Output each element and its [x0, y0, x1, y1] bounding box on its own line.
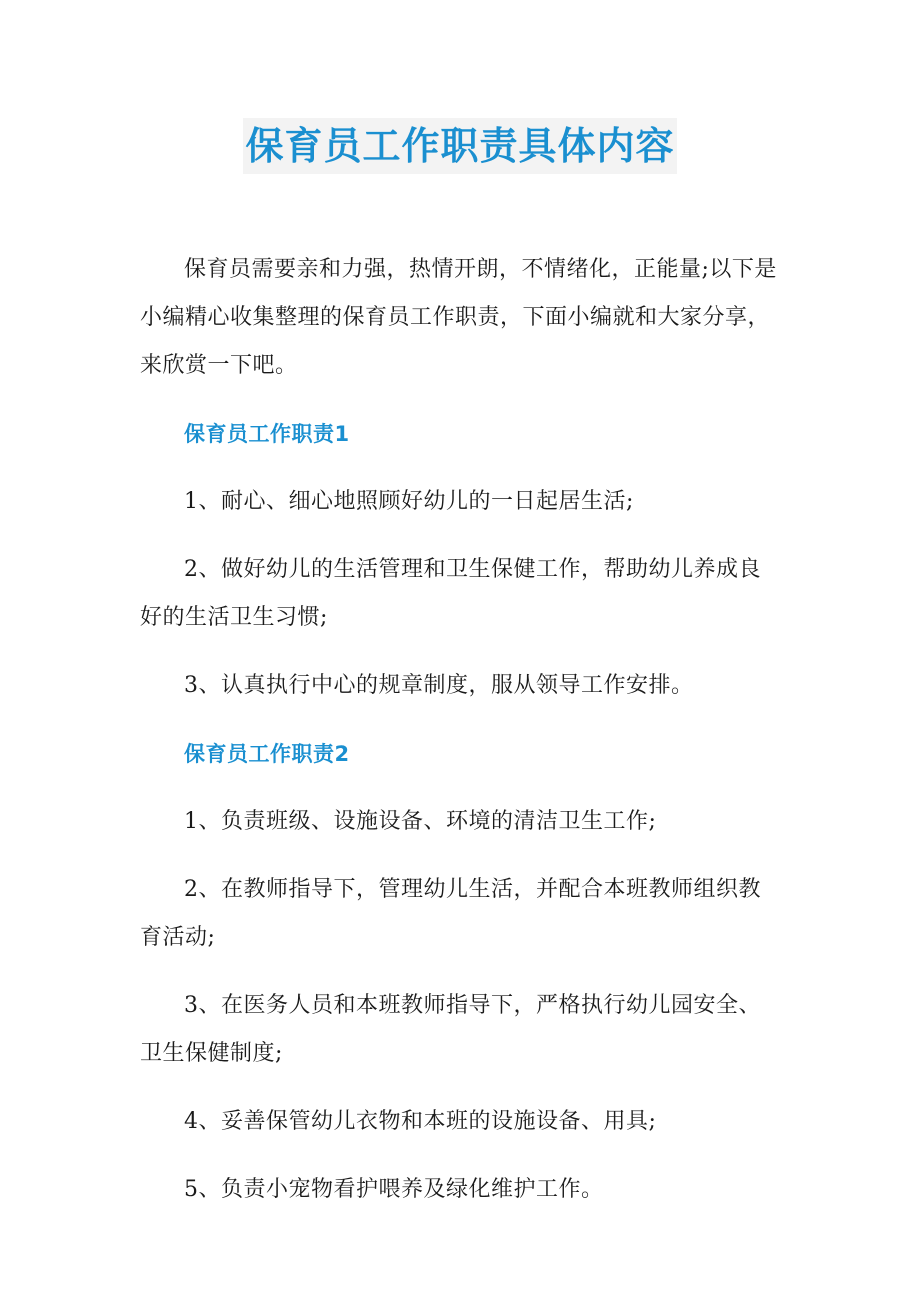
- section-2-item-3: 3、在医务人员和本班教师指导下，严格执行幼儿园安全、卫生保健制度;: [140, 993, 761, 1066]
- section-2-item-1: 1、负责班级、设施设备、环境的清洁卫生工作;: [184, 809, 657, 834]
- document-body: [140, 246, 782, 1214]
- section-2-item-2: 2、在教师指导下，管理幼儿生活，并配合本班教师组织教育活动;: [140, 877, 761, 950]
- section-1-heading: 保育员工作职责1: [184, 422, 350, 446]
- intro-paragraph: 保育员需要亲和力强，热情开朗，不情绪化，正能量;以下是小编精心收集整理的保育员工作职责，下面小编就和大家分享，来欣赏一下吧。: [140, 257, 777, 378]
- section-1-item-1: 1、耐心、细心地照顾好幼儿的一日起居生活;: [184, 489, 634, 514]
- section-1-item-3: 3、认真执行中心的规章制度，服从领导工作安排。: [184, 673, 694, 698]
- section-1-item-2: 2、做好幼儿的生活管理和卫生保健工作，帮助幼儿养成良好的生活卫生习惯;: [140, 557, 761, 630]
- section-2-item-4: 4、妥善保管幼儿衣物和本班的设施设备、用具;: [184, 1109, 657, 1134]
- section-2-heading: 保育员工作职责2: [184, 742, 350, 766]
- title-container: [0, 118, 920, 174]
- page-title: 保育员工作职责具体内容: [243, 118, 676, 174]
- section-2-item-5: 5、负责小宠物看护喂养及绿化维护工作。: [184, 1177, 604, 1202]
